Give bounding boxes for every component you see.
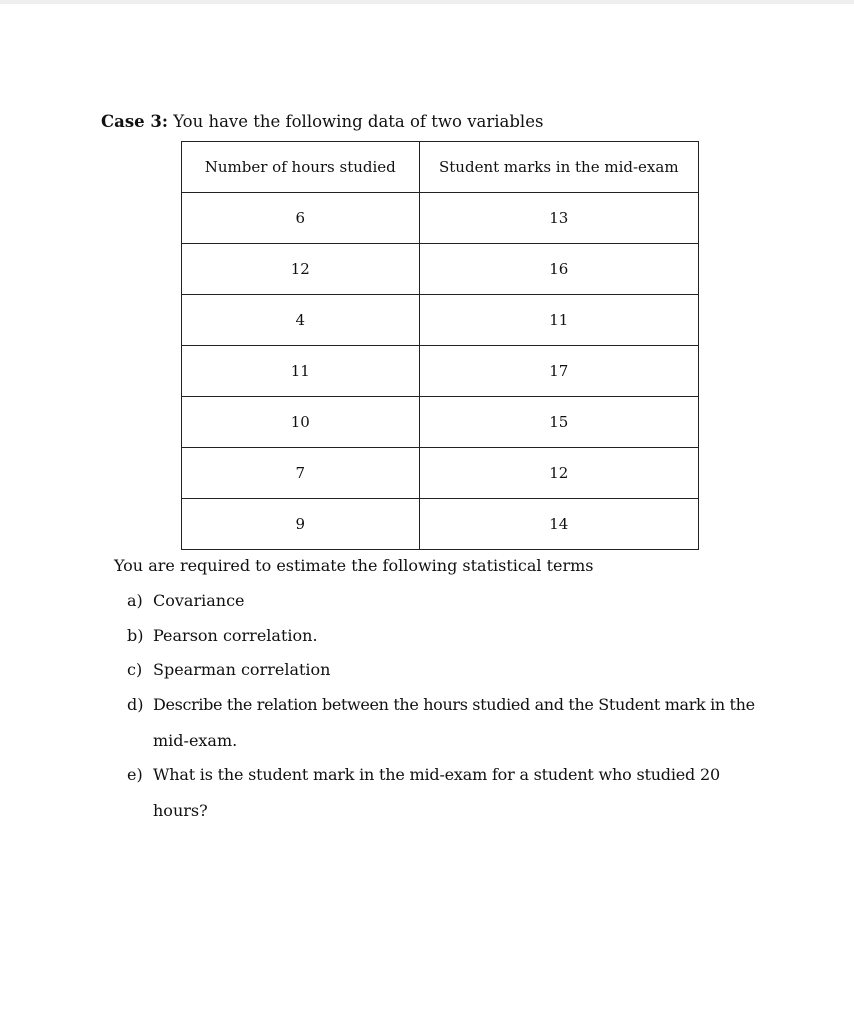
table-cell-marks: 14 [419, 499, 698, 550]
table-cell-marks: 17 [419, 346, 698, 397]
question-text: Describe the relation between the hours studied and the Student mark in the [153, 695, 755, 714]
data-table [181, 141, 699, 550]
table-cell-marks: 15 [419, 397, 698, 448]
question-text: What is the student mark in the mid-exam for a student who studied 20 [153, 765, 720, 784]
table-header-row [182, 142, 699, 193]
question-letter: d) [127, 695, 144, 714]
question-letter: a) [127, 591, 143, 610]
table-cell-hours: 10 [182, 397, 420, 448]
question-b [127, 626, 318, 645]
table-cell-hours: 9 [182, 499, 420, 550]
table-cell-hours: 4 [182, 295, 420, 346]
table-row [182, 397, 699, 448]
column-header-marks: Student marks in the mid-exam [419, 142, 698, 193]
table-row [182, 295, 699, 346]
table-row [182, 244, 699, 295]
table-cell-marks: 13 [419, 193, 698, 244]
question-letter: e) [127, 765, 143, 784]
table-row [182, 346, 699, 397]
table-cell-marks: 12 [419, 448, 698, 499]
table-cell-hours: 11 [182, 346, 420, 397]
question-c [127, 660, 330, 679]
table-cell-marks: 11 [419, 295, 698, 346]
question-e-continuation: hours? [153, 801, 208, 820]
table-row [182, 448, 699, 499]
question-text: Spearman correlation [153, 660, 331, 679]
question-letter: b) [127, 626, 144, 645]
case-heading [101, 112, 543, 131]
table-row [182, 193, 699, 244]
column-header-hours: Number of hours studied [182, 142, 420, 193]
table-cell-marks: 16 [419, 244, 698, 295]
table-cell-hours: 6 [182, 193, 420, 244]
page-top-border [0, 0, 854, 4]
question-e [127, 765, 720, 784]
table-cell-hours: 7 [182, 448, 420, 499]
question-text: Pearson correlation. [153, 626, 318, 645]
question-a [127, 591, 245, 610]
table-cell-hours: 12 [182, 244, 420, 295]
question-text: Covariance [153, 591, 245, 610]
question-d [127, 695, 755, 714]
question-letter: c) [127, 660, 143, 679]
case-label: Case 3: [101, 112, 168, 131]
case-text: You have the following data of two variables [173, 112, 544, 131]
question-d-continuation: mid-exam. [153, 731, 238, 750]
instructions-text: You are required to estimate the following statistical terms [114, 556, 594, 575]
table-row [182, 499, 699, 550]
